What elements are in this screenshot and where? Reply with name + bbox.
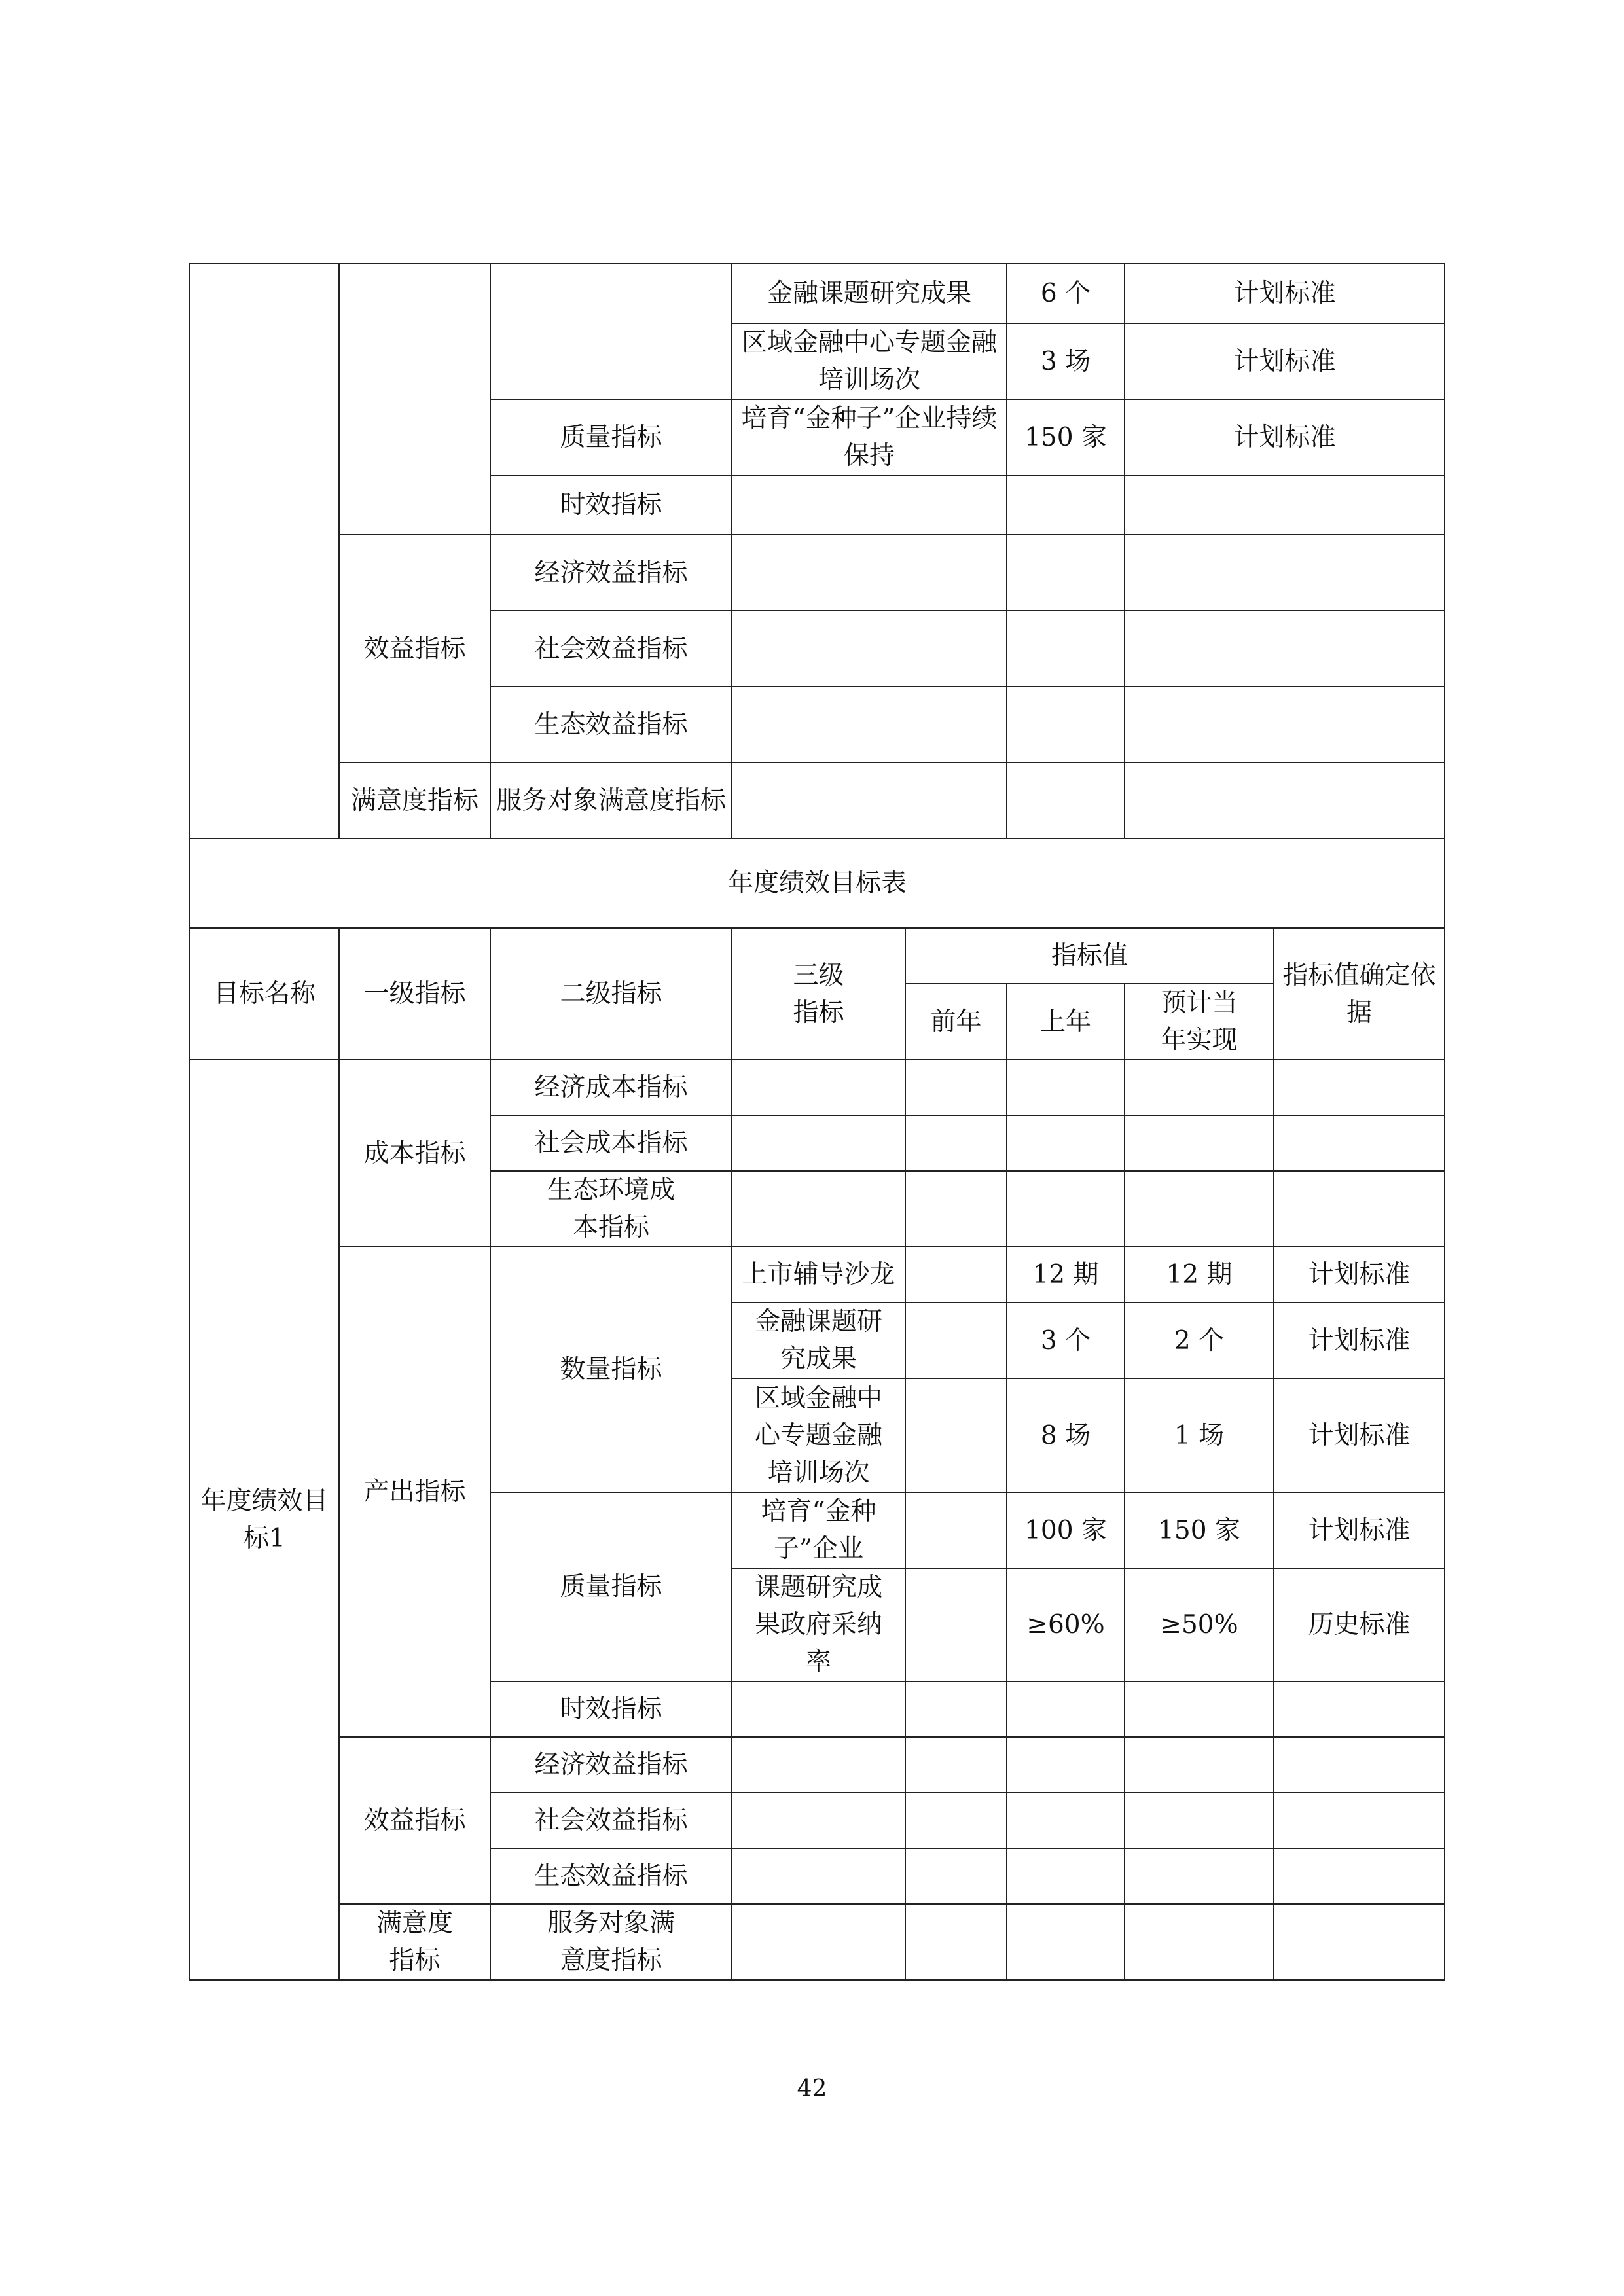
empty-cell (1125, 1848, 1274, 1904)
level2-cell: 经济成本指标 (490, 1060, 732, 1115)
level3-cell: 上市辅导沙龙 (732, 1247, 905, 1302)
level2-cell: 生态效益指标 (490, 1848, 732, 1904)
empty-cell (1274, 1848, 1445, 1904)
expected-cell: 2 个 (1125, 1302, 1274, 1378)
level2-cell: 质量指标 (490, 1492, 732, 1681)
empty-cell (905, 1681, 1007, 1737)
empty-cell (1125, 1115, 1274, 1171)
basis-cell: 计划标准 (1274, 1378, 1445, 1492)
level2-cell: 社会效益指标 (490, 1793, 732, 1848)
basis-cell: 历史标准 (1274, 1568, 1445, 1681)
prev-year-cell (905, 1247, 1007, 1302)
empty-cell (1007, 1060, 1125, 1115)
empty-cell (1125, 1904, 1274, 1980)
header-level3: 三级指标 (732, 928, 905, 1060)
last-year-cell: 100 家 (1007, 1492, 1125, 1568)
header-level1: 一级指标 (339, 928, 490, 1060)
empty-cell (905, 1737, 1007, 1793)
last-year-cell: 12 期 (1007, 1247, 1125, 1302)
level2-cell: 时效指标 (490, 475, 732, 535)
empty-cell (1007, 1737, 1125, 1793)
empty-cell (1007, 1793, 1125, 1848)
level2-cell: 社会效益指标 (490, 611, 732, 687)
empty-cell (732, 1681, 905, 1737)
level2-cell: 服务对象满意度指标 (490, 1904, 732, 1980)
last-year-cell: 3 个 (1007, 1302, 1125, 1378)
level3-cell: 培育“金种子”企业 (732, 1492, 905, 1568)
basis-cell: 计划标准 (1125, 399, 1445, 475)
level2-cell: 时效指标 (490, 1681, 732, 1737)
basis-cell: 计划标准 (1274, 1492, 1445, 1568)
empty-cell (1007, 1681, 1125, 1737)
empty-cell (1125, 535, 1445, 611)
empty-cell (1125, 1171, 1274, 1247)
top-table (189, 263, 1445, 839)
value-cell: 3 场 (1007, 323, 1125, 399)
level3-cell: 区域金融中心专题金融培训场次 (732, 323, 1007, 399)
empty-cell (905, 1115, 1007, 1171)
level1-cell: 满意度指标 (339, 1904, 490, 1980)
empty-cell (905, 1060, 1007, 1115)
expected-cell: 150 家 (1125, 1492, 1274, 1568)
empty-cell (1125, 1681, 1274, 1737)
empty-cell (905, 1904, 1007, 1980)
level1-cell: 成本指标 (339, 1060, 490, 1247)
prev-year-cell (905, 1378, 1007, 1492)
empty-cell (732, 1737, 905, 1793)
expected-cell: 1 场 (1125, 1378, 1274, 1492)
annual-target-table (189, 838, 1445, 1981)
empty-cell (732, 687, 1007, 762)
empty-cell (1274, 1904, 1445, 1980)
empty-cell (905, 1793, 1007, 1848)
empty-cell (1274, 1737, 1445, 1793)
empty-cell (1007, 687, 1125, 762)
level2-cell: 数量指标 (490, 1247, 732, 1492)
empty-cell (1007, 1171, 1125, 1247)
level2-cell: 经济效益指标 (490, 535, 732, 611)
prev-year-cell (905, 1492, 1007, 1568)
level3-cell: 区域金融中心专题金融培训场次 (732, 1378, 905, 1492)
header-prev-year: 前年 (905, 984, 1007, 1060)
value-cell: 150 家 (1007, 399, 1125, 475)
empty-cell (1274, 1793, 1445, 1848)
level2-cell: 生态环境成本指标 (490, 1171, 732, 1247)
empty-cell (1125, 687, 1445, 762)
empty-cell (732, 762, 1007, 838)
empty-cell (732, 1060, 905, 1115)
empty-cell (1125, 475, 1445, 535)
empty-cell (1125, 762, 1445, 838)
expected-cell: 12 期 (1125, 1247, 1274, 1302)
empty-cell (732, 611, 1007, 687)
empty-cell (1274, 1171, 1445, 1247)
empty-cell (905, 1171, 1007, 1247)
empty-cell (732, 1115, 905, 1171)
empty-cell (1125, 1737, 1274, 1793)
target-name-cell: 年度绩效目标1 (190, 1060, 339, 1980)
top-table-blank-level2-cell (490, 264, 732, 399)
header-indicator-value: 指标值 (905, 928, 1274, 984)
basis-cell: 计划标准 (1125, 264, 1445, 323)
empty-cell (1007, 762, 1125, 838)
header-target-name: 目标名称 (190, 928, 339, 1060)
level3-cell: 课题研究成果政府采纳率 (732, 1568, 905, 1681)
empty-cell (1125, 611, 1445, 687)
empty-cell (732, 1904, 905, 1980)
empty-cell (1274, 1681, 1445, 1737)
empty-cell (732, 1848, 905, 1904)
empty-cell (1007, 1115, 1125, 1171)
empty-cell (1007, 1848, 1125, 1904)
header-basis: 指标值确定依据 (1274, 928, 1445, 1060)
empty-cell (732, 535, 1007, 611)
basis-cell: 计划标准 (1274, 1302, 1445, 1378)
header-level2: 二级指标 (490, 928, 732, 1060)
empty-cell (1007, 611, 1125, 687)
level1-cell: 效益指标 (339, 1737, 490, 1904)
expected-cell: ≥50% (1125, 1568, 1274, 1681)
empty-cell (1007, 475, 1125, 535)
prev-year-cell (905, 1302, 1007, 1378)
header-expected: 预计当年实现 (1125, 984, 1274, 1060)
empty-cell (732, 475, 1007, 535)
last-year-cell: 8 场 (1007, 1378, 1125, 1492)
level2-cell: 生态效益指标 (490, 687, 732, 762)
level1-cell: 产出指标 (339, 1247, 490, 1737)
empty-cell (1125, 1793, 1274, 1848)
top-table-blank-level1-cell (339, 264, 490, 535)
section-title: 年度绩效目标表 (190, 838, 1445, 928)
level1-cell: 效益指标 (339, 535, 490, 762)
empty-cell (1125, 1060, 1274, 1115)
level2-cell: 经济效益指标 (490, 1737, 732, 1793)
level2-cell: 质量指标 (490, 399, 732, 475)
page-number: 42 (797, 2075, 827, 2102)
top-table-blank-target-cell (190, 264, 339, 838)
level3-cell: 金融课题研究成果 (732, 264, 1007, 323)
empty-cell (732, 1793, 905, 1848)
level2-cell: 服务对象满意度指标 (490, 762, 732, 838)
basis-cell: 计划标准 (1125, 323, 1445, 399)
empty-cell (1007, 1904, 1125, 1980)
level3-cell: 金融课题研究成果 (732, 1302, 905, 1378)
empty-cell (1274, 1060, 1445, 1115)
level3-cell: 培育“金种子”企业持续保持 (732, 399, 1007, 475)
empty-cell (905, 1848, 1007, 1904)
basis-cell: 计划标准 (1274, 1247, 1445, 1302)
empty-cell (1274, 1115, 1445, 1171)
last-year-cell: ≥60% (1007, 1568, 1125, 1681)
empty-cell (732, 1171, 905, 1247)
level2-cell: 社会成本指标 (490, 1115, 732, 1171)
value-cell: 6 个 (1007, 264, 1125, 323)
header-last-year: 上年 (1007, 984, 1125, 1060)
prev-year-cell (905, 1568, 1007, 1681)
level1-cell: 满意度指标 (339, 762, 490, 838)
empty-cell (1007, 535, 1125, 611)
